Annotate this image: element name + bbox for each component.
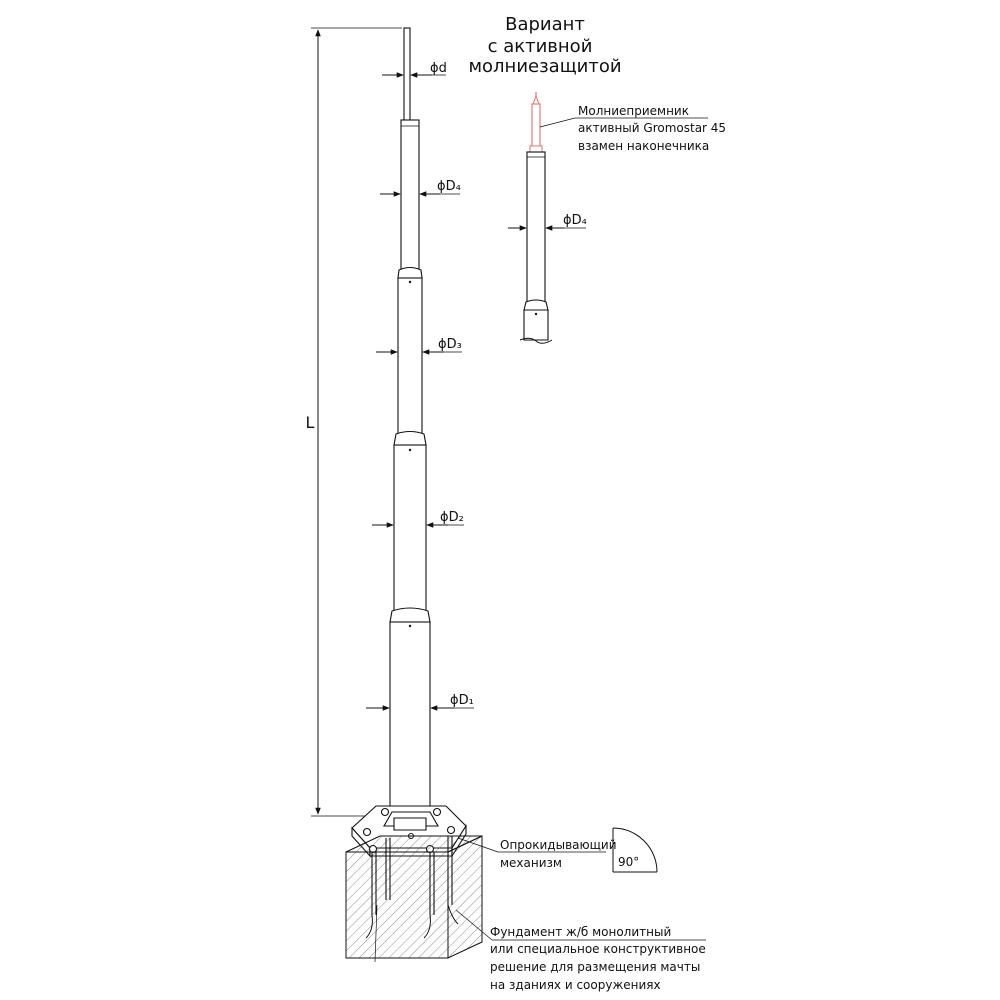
title-line-3: молниезащитой (468, 56, 622, 77)
foundation-line-3: решение для размещения мачты (490, 960, 701, 974)
tilt-mechanism-line-1: Опрокидывающий (500, 838, 617, 852)
title-line-2: с активной (487, 36, 593, 57)
angle-label: 90° (618, 855, 640, 869)
mast-section-4 (398, 120, 422, 280)
title-line-1: Вариант (505, 14, 585, 35)
mast-tip-rod (404, 28, 410, 122)
dimension-d (382, 61, 447, 76)
tilt-mechanism-line-2: механизм (500, 856, 562, 870)
mast-section-3 (394, 278, 426, 447)
inset-d4-label: ϕD₄ (563, 213, 587, 228)
foundation-line-1: Фундамент ж/б монолитный (490, 925, 672, 939)
foundation-line-4: на зданиях и сооружениях (490, 978, 661, 992)
d3-label: ϕD₃ (438, 337, 462, 352)
title (468, 14, 621, 77)
inset-variant (508, 92, 726, 343)
foundation (346, 836, 482, 962)
lightning-rod (530, 92, 542, 152)
mast-section-2 (390, 445, 430, 625)
inset-dimension-d4 (508, 213, 587, 228)
foundation-line-2: или специальное конструктивное (490, 942, 706, 956)
height-dimension (306, 28, 402, 816)
lightning-rod-callout (540, 104, 726, 153)
height-label: L (305, 413, 315, 432)
lightning-rod-line-1: Молниеприемник (578, 104, 689, 118)
d4-label: ϕD₄ (437, 179, 461, 194)
dimension-d4 (380, 179, 461, 194)
d1-label: ϕD₁ (450, 693, 474, 708)
angle-symbol (613, 828, 657, 872)
lightning-rod-line-2: активный Gromostar 45 (578, 121, 727, 135)
lightning-rod-line-3: взамен наконечника (578, 139, 710, 153)
mast-section-1 (390, 622, 430, 818)
d2-label: ϕD₂ (440, 510, 464, 525)
tip-diameter-label: ϕd (430, 61, 447, 76)
foundation-callout (456, 910, 706, 992)
